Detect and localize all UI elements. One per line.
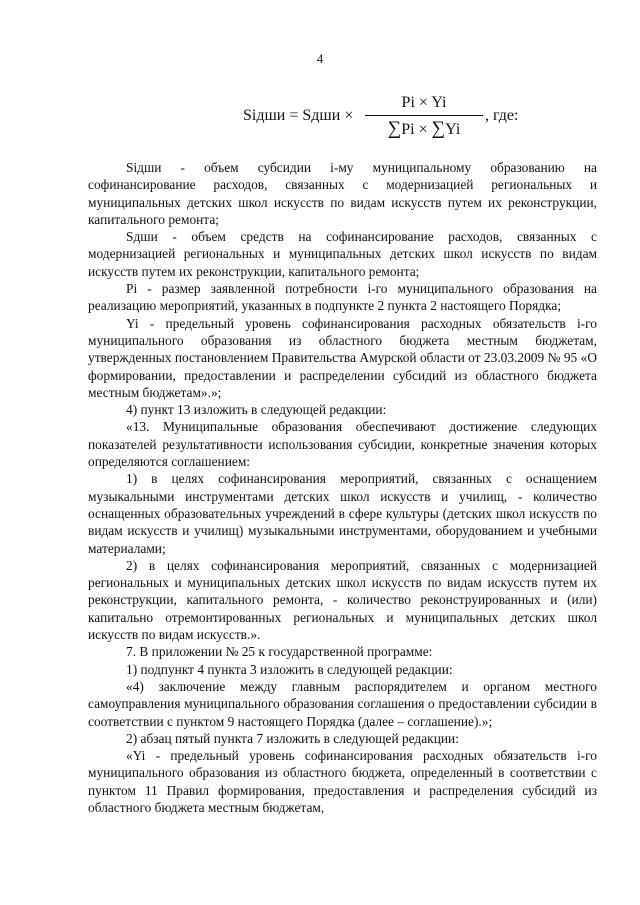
paragraph: 1) подпункт 4 пункта 3 изложить в следующей редакции: bbox=[126, 661, 453, 677]
paragraph: 2) в целях софинансирования мероприятий, связанных с модернизацией региональных и муниципальных детских школ искусств по видам искусств путем их реконструкции, капитального ремонта, - количество реконструированных и (или) капитально отремонтированных региональных и муниципальных детских школ искусств по видам искусств.». bbox=[88, 557, 597, 643]
formula-left-side: Siдши = Sдши × bbox=[243, 107, 354, 124]
denominator-p-term: Pi × bbox=[401, 121, 428, 138]
page-number: 4 bbox=[316, 51, 324, 66]
paragraph: «Yi - предельный уровень софинансирования расходных обязательств i-го муниципального образования из областного бюджета, определенный в соответствии с пунктом 11 Правил формирования, предоставления и распределения субсидий из областного бюджета местным бюджетам, bbox=[88, 748, 597, 815]
paragraph: «4) заключение между главным распорядителем и органом местного самоуправления муниципального образования соглашения о предоставлении субсидии в соответствии с пунктом 9 настоящего Порядка (далее – соглашение).»; bbox=[88, 678, 597, 729]
paragraph: 4) пункт 13 изложить в следующей редакции: bbox=[126, 402, 387, 418]
formula-numerator: Pi × Yi bbox=[401, 94, 447, 111]
formula-denominator bbox=[365, 118, 483, 140]
paragraph: 2) абзац пятый пункта 7 изложить в следующей редакции: bbox=[126, 730, 459, 746]
document-body bbox=[88, 159, 597, 816]
fraction-bar bbox=[365, 115, 483, 116]
formula-fraction bbox=[365, 93, 483, 140]
formula-tail: , где: bbox=[485, 107, 519, 124]
paragraph: «13. Муниципальные образования обеспечивают достижение следующих показателей результативности использования субсидии, конкретные значения которых определяются соглашением: bbox=[88, 419, 597, 470]
sum-symbol: ∑ bbox=[431, 118, 446, 139]
paragraph: Sдши - объем средств на софинансирование расходов, связанных с модернизацией региональных и муниципальных детских школ искусств по видам искусств путем их реконструкции, капитального ремонта; bbox=[88, 229, 597, 279]
paragraph: 7. В приложении № 25 к государственной программе: bbox=[126, 644, 433, 660]
sum-symbol: ∑ bbox=[387, 118, 402, 139]
paragraph: Pi - размер заявленной потребности i-го муниципального образования на реализацию мероприятий, указанных в подпункте 2 пункта 2 настоящего Порядка; bbox=[88, 281, 597, 314]
paragraph: 1) в целях софинансирования мероприятий, связанных с оснащением музыкальными инструментами детских школ искусств и училищ, - количество оснащенных образовательных учреждений в сфере культуры (детских школ искусств по видам искусств и училищ) музыкальными инструментами, оборудованием и учебными материалами; bbox=[88, 471, 597, 556]
paragraph: Siдши - объем субсидии i-му муниципальному образованию на софинансирование расходов, связанных с модернизацией региональных и муниципальных детских школ искусств по видам искусств путем их реконструкции, капитального ремонта; bbox=[88, 160, 597, 227]
denominator-y-term: Yi bbox=[445, 121, 461, 138]
paragraph: Yi - предельный уровень софинансирования расходных обязательств i-го муниципального образования из областного бюджета местным бюджетам, утвержденных постановлением Правительства Амурской области от 23.03.2009 № 95 «О формировании, предоставлении и распределении субсидий из областного бюджета местным бюджетам».»; bbox=[88, 315, 597, 400]
